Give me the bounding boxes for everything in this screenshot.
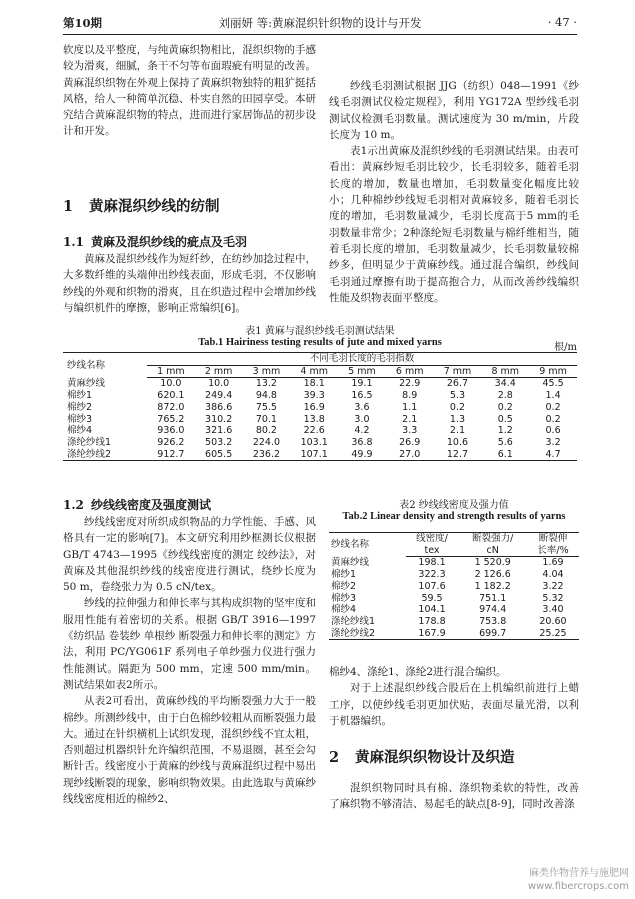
table-cell: 0.2 <box>545 413 561 425</box>
table-cell: 45.5 <box>542 378 564 390</box>
table-cell: 16.9 <box>303 401 325 413</box>
intro-paragraph: 软度以及平整度，与纯黄麻织物相比，混织织物的手感较为滑爽，细腻，条干不匀等布面瑕疵有明显的改善。黄麻混织织物在外观上保持了黄麻织物独特的粗犷挺括风格，给人一种简单沉稳、朴实自然的田园享受。本研究结合黄麻混织物的特点，进而进行家居饰品的初步设计和开发。 <box>63 44 316 138</box>
column-header: 2 mm <box>195 365 243 378</box>
table-cell: 1.1 <box>402 401 418 413</box>
table-cell: 13.8 <box>303 413 325 425</box>
column-header: 断裂伸 <box>527 533 579 545</box>
table-cell: 70.1 <box>255 413 277 425</box>
table-cell: 2.1 <box>449 425 466 437</box>
table-cell: 178.8 <box>418 615 446 627</box>
table-cell: 322.3 <box>418 569 446 581</box>
table-cell: 3.6 <box>354 401 370 413</box>
table-cell: 22.6 <box>303 425 325 437</box>
row-label: 棉纱2 <box>331 580 357 592</box>
table-cell: 80.2 <box>255 425 277 437</box>
table-cell: 27.0 <box>386 449 434 461</box>
body-paragraph: 表1示出黄麻及混织纱线的毛羽测试结果。由表可看出：黄麻纱短毛羽比较少，长毛羽较多，随着毛羽长度的增加，数量也增加，毛羽数量变化幅度比较小；几种棉纱纱线短毛羽相对黄麻较多，随着毛羽长度的增加，毛羽数量减少，毛羽长度高于5 mm的毛羽数量非常少；2种涤纶短毛羽数量与棉纤维相当，随着毛羽长度的增加，毛羽数量减少，长毛羽数量较棉纱多，但明显少于黄麻纱线。通过混合编织，纱线间毛羽通过摩擦有助于提高抱合力，从而改善纱线编织性能及织物表面平整度。 <box>329 145 579 304</box>
table-caption-en: Tab.1 Hairiness testing results of jute and mixed yarns <box>198 337 442 348</box>
body-paragraph: 从表2可看出，黄麻纱线的平均断裂强力大于一般棉纱。所测纱线中，由于白色棉纱较粗从而断裂强力最大。通过在针织横机上试织发现，混织纱线不宜太粗，否则超过机器织针允许编织范围，不易退圈，甚至会勾断针舌。线密度小于黄麻的纱线与黄麻混织过程中易出现纱线断裂的现象，影响织物效果。由此选取与黄麻纱线线密度相近的棉纱2、 <box>63 695 316 806</box>
group-header: 不同毛羽长度的毛羽指数 <box>147 353 577 366</box>
column-header: 7 mm <box>434 365 482 378</box>
table-row <box>329 628 579 640</box>
table-cell: 3.40 <box>542 604 564 616</box>
section-2-heading <box>329 746 515 767</box>
table-cell: 5.6 <box>497 436 513 448</box>
table-cell: 167.9 <box>406 628 459 640</box>
section-number: 2 <box>329 749 340 766</box>
subsection-number: 1.2 <box>63 498 84 512</box>
table-cell: 107.1 <box>290 449 338 461</box>
body-paragraph: 对于上述混织纱线合股后在上机编织前进行上蜡工序，以使纱线毛羽更加伏贴，表面尽量光滑，以利于机器编织。 <box>329 682 579 727</box>
table-cell: 872.0 <box>157 401 185 413</box>
table-cell: 4.2 <box>354 425 370 437</box>
section-1-1-heading <box>63 233 247 250</box>
table-2-caption <box>329 496 579 522</box>
table-cell: 18.1 <box>303 378 325 390</box>
watermark-name: 麻类作物营养与施肥网 <box>529 868 629 879</box>
table-cell: 25.25 <box>527 628 579 640</box>
table-cell: 0.6 <box>545 425 561 437</box>
table-cell: 4.7 <box>529 449 577 461</box>
row-label: 棉纱2 <box>67 401 93 413</box>
table-cell: 386.6 <box>205 401 233 413</box>
table-cell: 2 126.6 <box>474 569 511 581</box>
table-caption-cn: 表1 黄麻与混织纱线毛羽测试结果 <box>245 326 395 337</box>
row-label: 涤纶纱线2 <box>329 628 406 640</box>
issue-number: 第10期 <box>63 16 103 30</box>
table-cell: 0.5 <box>497 413 513 425</box>
section-number: 1 <box>63 198 74 215</box>
subsection-number: 1.1 <box>63 235 84 249</box>
table-cell: 699.7 <box>458 628 527 640</box>
row-label: 涤纶纱线2 <box>63 449 147 461</box>
table-row <box>329 569 579 581</box>
table-cell: 8.9 <box>402 390 418 402</box>
column-unit: tex <box>406 545 459 557</box>
table-row <box>329 616 579 628</box>
section-1-1-body <box>63 251 316 316</box>
table-cell: 3.0 <box>354 413 370 425</box>
table-cell: 5.32 <box>542 592 564 604</box>
table-cell: 104.1 <box>418 604 446 616</box>
column-header: 1 mm <box>147 365 195 378</box>
table-cell: 2.1 <box>402 413 418 425</box>
table-cell: 310.2 <box>205 413 233 425</box>
table-row <box>63 378 577 390</box>
table-cell: 753.8 <box>479 615 507 627</box>
watermark-url: www.fibercrops.com <box>527 881 629 892</box>
table-cell: 19.1 <box>351 378 373 390</box>
subsection-title: 纱线线密度及强度测试 <box>91 498 212 512</box>
table-cell: 22.9 <box>399 378 421 390</box>
row-header: 纱线名称 <box>329 533 406 557</box>
row-label: 黄麻纱线 <box>67 378 106 390</box>
table-cell: 198.1 <box>418 557 446 569</box>
table-cell: 1 182.2 <box>474 580 511 592</box>
table-cell: 36.8 <box>351 436 373 448</box>
table-cell: 59.5 <box>421 592 443 604</box>
table-cell: 4.04 <box>542 569 564 581</box>
table-cell: 751.1 <box>479 592 507 604</box>
table-cell: 10.0 <box>160 378 182 390</box>
body-paragraph: 纱线线密度对所织成织物品的力学性能、手感、风格具有一定的影响[7]。本文研究利用纱框测长仪根据 GB/T 4743—1995《纱线线密度的测定 绞纱法》，对黄麻及其他混织纱线的线密度进行测试，绕纱长度为 50 m，卷绕张力为 0.5 cN/tex。 <box>63 516 316 594</box>
table-cell: 75.5 <box>255 401 277 413</box>
table-row <box>63 449 577 461</box>
table-cell: 605.5 <box>195 449 243 461</box>
table-cell: 912.7 <box>147 449 195 461</box>
table-cell: 34.4 <box>494 378 516 390</box>
row-label: 棉纱1 <box>331 569 357 581</box>
table-cell: 503.2 <box>205 436 233 448</box>
table-cell: 20.60 <box>539 615 567 627</box>
table-2-strength <box>329 532 579 640</box>
row-label: 棉纱3 <box>67 413 93 425</box>
table-cell: 12.7 <box>434 449 482 461</box>
row-label: 棉纱4 <box>331 604 357 616</box>
table-cell: 10.6 <box>446 436 469 448</box>
table-cell: 5.3 <box>449 390 466 402</box>
table-1-hairiness <box>63 352 577 461</box>
right-column-top <box>329 78 579 306</box>
table-cell: 49.9 <box>338 449 386 461</box>
table-cell: 13.2 <box>255 378 277 390</box>
column-unit: cN <box>458 545 527 557</box>
site-watermark <box>528 867 629 893</box>
table-row <box>63 390 577 402</box>
section-title: 黄麻混织织物设计及织造 <box>355 749 515 766</box>
table-cell: 936.0 <box>157 425 185 437</box>
page-number: · 47 · <box>547 15 577 29</box>
table-cell: 224.0 <box>252 436 281 448</box>
table-cell: 0.2 <box>545 401 561 413</box>
table-cell: 107.6 <box>418 580 446 592</box>
column-header: 9 mm <box>529 365 577 378</box>
table-cell: 974.4 <box>479 604 507 616</box>
table-row <box>63 402 577 414</box>
row-label: 涤纶纱线1 <box>67 436 112 448</box>
table-cell: 620.1 <box>157 390 185 402</box>
table-cell: 26.9 <box>399 436 421 448</box>
table-cell: 1.3 <box>449 413 466 425</box>
table-cell: 39.3 <box>303 390 325 402</box>
table-row <box>63 414 577 426</box>
body-paragraph: 纱线毛羽测试根据 JJG（纺织）048—1991《纱线毛羽测试仪检定规程》，利用 YG172A 型纱线毛羽测试仪检测毛羽数量。测试速度为 30 m/min，片段长度为 10 m。 <box>329 80 579 141</box>
table-cell: 2.8 <box>497 390 513 402</box>
table-row <box>329 604 579 616</box>
table-cell: 321.6 <box>205 425 233 437</box>
table-cell: 10.0 <box>208 378 230 390</box>
table-cell: 765.2 <box>157 413 185 425</box>
row-label: 棉纱1 <box>67 390 93 402</box>
table-row <box>63 437 577 449</box>
table-cell: 1 520.9 <box>474 557 511 569</box>
column-header: 线密度/ <box>406 533 459 545</box>
intro-paragraph-block <box>63 42 316 140</box>
column-header: 3 mm <box>243 365 291 378</box>
table-caption-en: Tab.2 Linear density and strength results of yarns <box>342 511 566 522</box>
row-label: 棉纱4 <box>67 425 93 437</box>
table-1-caption <box>63 322 577 348</box>
body-paragraph: 黄麻及混织纱线作为短纤纱，在纺纱加捻过程中，大多数纤维的头端伸出纱线表面，形成毛羽，不仅影响纱线的外观和织物的滑爽，且在织造过程中会增加纱线与编织机件的摩擦，影响正常编织[6]。 <box>63 253 316 314</box>
table-1-unit: 根/m <box>554 342 577 353</box>
table-cell: 26.7 <box>446 378 469 390</box>
row-label: 涤纶纱线1 <box>331 615 376 627</box>
table-cell: 94.8 <box>255 390 277 402</box>
row-label: 黄麻纱线 <box>331 557 370 569</box>
body-paragraph: 纱线的拉伸强力和伸长率与其构成织物的坚牢度和服用性能有着密切的关系。根据 GB/T 3916—1997《纺织品 卷装纱 单根纱 断裂强力和伸长率的测定》方法，利用 PC/YG061F 系列电子单纱强力仪进行强力性能测试。隔距为 500 mm，定速 500 mm/min。测试结果如表2所示。 <box>63 597 316 691</box>
running-title: 刘丽妍 等:黄麻混织针织物的设计与开发 <box>218 16 422 30</box>
section-1-2-body <box>63 514 316 807</box>
column-header: 4 mm <box>290 365 338 378</box>
body-paragraph: 混织织物同时具有棉、涤织物柔软的特性，改善了麻织物不够清洁、易起毛的缺点[8-9]，同时改善涤 <box>329 782 579 811</box>
right-column-after-table <box>329 664 579 729</box>
table-cell: 1.4 <box>545 390 561 402</box>
running-header <box>63 12 577 35</box>
section-title: 黄麻混织纱线的纺制 <box>89 198 220 215</box>
table-cell: 1.69 <box>542 557 564 569</box>
column-header: 8 mm <box>481 365 529 378</box>
column-unit: 长率/% <box>527 545 579 557</box>
row-header: 纱线名称 <box>63 353 147 378</box>
table-row <box>329 581 579 593</box>
table-cell: 6.1 <box>481 449 529 461</box>
table-cell: 3.2 <box>545 436 561 448</box>
column-header: 断裂强力/ <box>458 533 527 545</box>
table-cell: 103.1 <box>300 436 328 448</box>
table-cell: 16.5 <box>351 390 373 402</box>
section-2-body <box>329 780 579 813</box>
body-paragraph: 棉纱4、涤纶1、涤纶2进行混合编织。 <box>329 666 507 678</box>
table-cell: 1.2 <box>497 425 513 437</box>
column-header: 6 mm <box>386 365 434 378</box>
row-label: 棉纱3 <box>331 592 357 604</box>
table-row <box>329 557 579 569</box>
table-cell: 0.2 <box>497 401 513 413</box>
table-cell: 236.2 <box>243 449 291 461</box>
table-caption-cn: 表2 纱线线密度及强力值 <box>399 500 509 511</box>
section-1-heading <box>63 195 220 216</box>
subsection-title: 黄麻及混织纱线的疵点及毛羽 <box>91 235 248 249</box>
section-1-2-heading <box>63 496 211 513</box>
column-header: 5 mm <box>338 365 386 378</box>
table-cell: 926.2 <box>157 436 185 448</box>
table-row <box>63 425 577 437</box>
table-cell: 0.2 <box>449 401 466 413</box>
table-cell: 249.4 <box>205 390 233 402</box>
table-row <box>329 593 579 605</box>
table-cell: 3.3 <box>402 425 418 437</box>
table-cell: 3.22 <box>542 580 564 592</box>
